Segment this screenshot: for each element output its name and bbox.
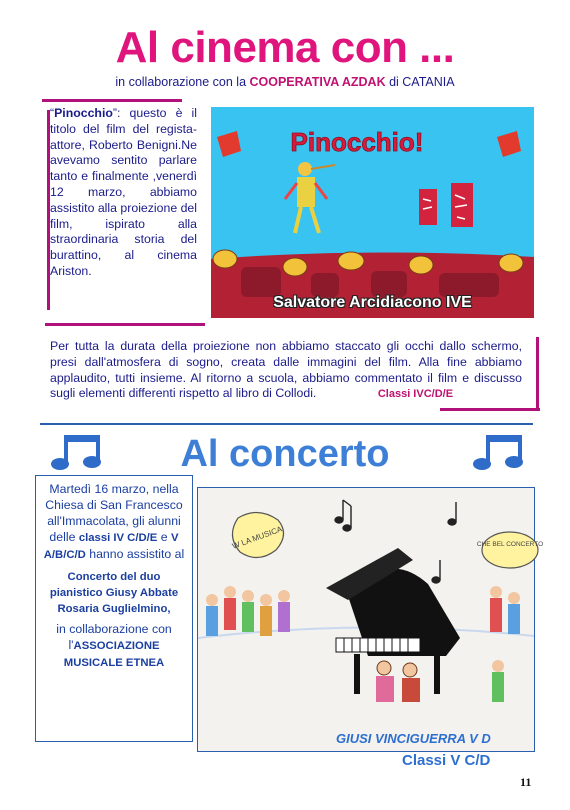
bubble-left-text: W LA MUSICA [230,524,284,551]
music-note-icon-right [472,432,528,472]
cinema-paragraph-2-text: Per tutta la durata della proiezione non abbiamo staccato gli occhi dallo schermo, presi dall'atmosfera di sogno, creata dalle immagini del film. Alla fine abbiamo applaudito, tutti insieme. Al ritorno a scuola, abbiamo commentato il film e discusso sugli elementi differenti rispetto al libro di Collodi. [50,339,522,401]
decorative-rule [42,99,182,102]
classes-a: classi IV C/D/E [78,532,158,544]
open-quote: “ [50,106,55,120]
concert-title: Al concerto [180,433,390,475]
collab-suffix: di CATANIA [385,75,455,89]
page-title: Al cinema con ... [115,23,455,72]
concert-mid: hanno assistito al [85,547,185,561]
cinema-paragraph-1 [50,106,197,280]
bubble-right-text: CHE BEL CONCERTO [476,541,544,548]
concert-intro: Martedì 16 marzo, nella Chiesa di San Francesco all'Immacolata, gli alunni delle [45,482,183,544]
association-name: ASSOCIAZIONE MUSICALE ETNEA [63,640,165,669]
page-number: 11 [520,775,532,789]
concert-name: Concerto del duo pianistico Giusy Abbate Rosaria Guglielmino, [49,571,179,615]
cinema-paragraph-1-text: : questo è il titolo del film del regista-attore, Roberto Benigni.Ne avevamo sentito parlare tanto e finalmente ,venerdì 12 marzo, abbiamo assistito alla proiezione del film, ispirato alla straordinaria storia del burattino, al cinema Ariston. [50,106,197,278]
decorative-rule [45,323,205,326]
close-quote: ” [112,106,117,120]
collab-org: COOPERATIVA AZDAK [249,75,386,89]
film-title: Pinocchio [54,106,113,120]
pinocchio-caption: Salvatore Arcidiacono IVE [273,294,472,311]
concert-drawing [197,487,544,752]
pinocchio-banner: Pinocchio! [290,127,424,157]
collab-prefix: in collaborazione con la [115,75,250,89]
cinema-signature: Classi IVC/D/E [377,388,454,401]
pinocchio-drawing [211,107,534,318]
classes-caption: Classi V C/D [402,752,491,769]
decorative-vertical-rule [536,337,539,410]
pinocchio-illustration [211,107,534,318]
classes-b: V A/B/C/D [43,532,179,561]
and-text: e [157,530,172,544]
concert-illustration [198,488,544,751]
drawing-caption: GIUSI VINCIGUERRA V D [336,731,491,746]
decorative-rule [440,408,540,411]
collaboration-line [0,75,570,89]
cinema-paragraph-2 [50,339,522,403]
section-rule [40,423,533,425]
concert-collab: in collaborazione con l' [56,622,172,652]
concert-text [40,481,188,671]
